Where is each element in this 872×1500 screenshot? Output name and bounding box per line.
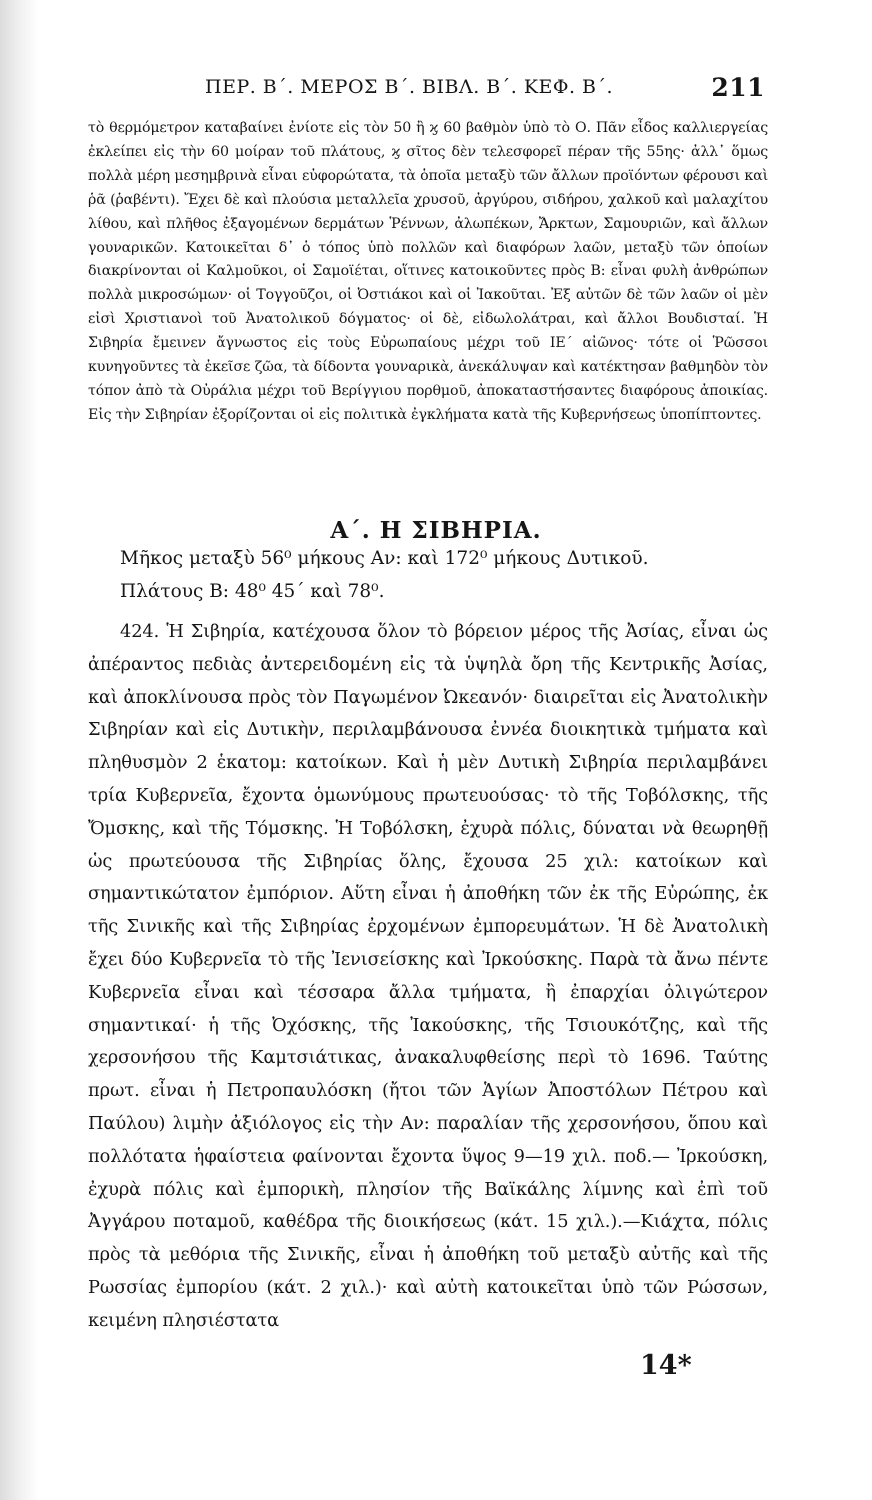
intro-paragraph: τὸ θερμόμετρον καταβαίνει ἐνίοτε εἰς τὸν 50 ἢ ϗ 60 βαθμὸν ὑπὸ τὸ Ο. Πᾶν εἶδος καλλιεργείας ἐκλείπει εἰς τὴν 60 μοίραν τοῦ πλάτους, ϗ σῖτος δὲν τελεσφορεῖ πέραν τῆς 55ης· ἀλλ᾽ ὅμως πολλὰ μέρη μεσημβρινὰ εἶναι εὐφορώτατα, τὰ ὁποῖα μεταξὺ τῶν ἄλλων προϊόντων φέρουσι καὶ ῥᾶ (ῥαβέντι). Ἔχει δὲ καὶ πλούσια μεταλλεῖα χρυσοῦ, ἀργύρου, σιδήρου, χαλκοῦ καὶ μαλαχίτου λίθου, καὶ πλῆθος ἐξαγομένων δερμάτων Ῥέννων, ἀλωπέκων, Ἄρκτων, Σαμουριῶν, καὶ ἄλλων γουναρικῶν. Κατοικεῖται δ᾽ ὁ τόπος ὑπὸ πολλῶν καὶ διαφόρων λαῶν, μεταξὺ τῶν ὁποίων διακρίνονται οἱ Καλμοῦκοι, οἱ Σαμοϊέται, οἵτινες κατοικοῦντες πρὸς Β: εἶναι φυλὴ ἀνθρώπων πολλὰ μικροσώμων· οἱ Τογγοῦζοι, οἱ Ὀστιάκοι καὶ οἱ Ἰακοῦται. Ἐξ αὐτῶν δὲ τῶν λαῶν οἱ μὲν εἰσὶ Χριστιανοὶ τοῦ Ἀνατολικοῦ δόγματος· οἱ δὲ, εἰδωλολάτραι, καὶ ἄλλοι Βουδισταί. Ἡ Σιβηρία ἔμεινεν ἄγνωστος εἰς τοὺς Εὐρωπαίους μέχρι τοῦ ΙΕ΄ αἰῶνος· τότε οἱ Ῥῶσσοι κυνηγοῦντες τὰ ἐκεῖσε ζῶα, τὰ δίδοντα γουναρικὰ, ἀνεκάλυψαν καὶ κατέκτησαν βαθμηδὸν τὸν τόπον ἀπὸ τὰ Οὐράλια μέχρι τοῦ Βερίγγιου πορθμοῦ, ἀποκαταστήσαντες διαφόρους ἀποικίας. Εἰς τὴν Σιβηρίαν ἐξορίζονται οἱ εἰς πολιτικὰ ἐγκλήματα κατὰ τῆς Κυβερνήσεως ὑποπίπτοντες.: [88, 120, 768, 423]
paragraph-number: 424.: [120, 621, 160, 642]
page-number: 211: [711, 73, 765, 102]
running-title: ΠΕΡ. Β΄. ΜΕΡΟΣ Β΄. ΒΙΒΛ. Β΄. ΚΕΦ. Β΄.: [205, 76, 614, 98]
main-paragraph: [88, 616, 768, 1338]
latitude-line: Πλάτους Β: 48⁰ 45΄ καὶ 78⁰.: [120, 581, 385, 602]
signature-mark: 14*: [640, 1350, 692, 1381]
section-title: Α΄. Η ΣΙΒΗΡΙΑ.: [330, 517, 542, 544]
longitude-line: Μῆκος μεταξὺ 56⁰ μήκους Αν: καὶ 172⁰ μήκους Δυτικοῦ.: [120, 548, 649, 569]
page-binding-edge: [0, 0, 38, 1500]
intro-paragraph-block: [88, 117, 768, 428]
main-paragraph-block: [88, 616, 768, 1338]
running-header: [205, 73, 765, 104]
main-paragraph-text: Ἡ Σιβηρία, κατέχουσα ὅλον τὸ βόρειον μέρος τῆς Ἀσίας, εἶναι ὡς ἀπέραντος πεδιὰς ἀντερειδομένη εἰς τὰ ὑψηλὰ ὄρη τῆς Κεντρικῆς Ἀσίας, καὶ ἀποκλίνουσα πρὸς τὸν Παγωμένον Ὠκεανόν· διαιρεῖται εἰς Ἀνατολικὴν Σιβηρίαν καὶ εἰς Δυτικὴν, περιλαμβάνουσα ἐννέα διοικητικὰ τμήματα καὶ πληθυσμὸν 2 ἑκατομ: κατοίκων. Καὶ ἡ μὲν Δυτικὴ Σιβηρία περιλαμβάνει τρία Κυβερνεῖα, ἔχοντα ὁμωνύμους πρωτευούσας· τὸ τῆς Τοβόλσκης, τῆς Ὄμσκης, καὶ τῆς Τόμσκης. Ἡ Τοβόλσκη, ἐχυρὰ πόλις, δύναται νὰ θεωρηθῇ ὡς πρωτεύουσα τῆς Σιβηρίας ὅλης, ἔχουσα 25 χιλ: κατοίκων καὶ σημαντικώτατον ἐμπόριον. Αὕτη εἶναι ἡ ἀποθήκη τῶν ἐκ τῆς Εὐρώπης, ἐκ τῆς Σινικῆς καὶ τῆς Σιβηρίας ἐρχομένων ἐμπορευμάτων. Ἡ δὲ Ἀνατολικὴ ἔχει δύο Κυβερνεῖα τὸ τῆς Ἰενισείσκης καὶ Ἰρκούσκης. Παρὰ τὰ ἄνω πέντε Κυβερνεῖα εἶναι καὶ τέσσαρα ἄλλα τμήματα, ἢ ἐπαρχίαι ὀλιγώτερον σημαντικαί· ἡ τῆς Ὀχόσκης, τῆς Ἰακούσκης, τῆς Τσιουκότζης, καὶ τῆς χερσονήσου τῆς Καμτσιάτικας, ἀνακαλυφθείσης περὶ τὸ 1696. Ταύτης πρωτ. εἶναι ἡ Πετροπαυλόσκη (ἤτοι τῶν Ἁγίων Ἀποστόλων Πέτρου καὶ Παύλου) λιμὴν ἀξιόλογος εἰς τὴν Αν: παραλίαν τῆς χερσονήσου, ὅπου καὶ πολλότατα ἡφαίστεια φαίνονται ἔχοντα ὕψος 9—19 χιλ. ποδ.— Ἰρκούσκη, ἐχυρὰ πόλις καὶ ἐμπορικὴ, πλησίον τῆς Βαϊκάλης λίμνης καὶ ἐπὶ τοῦ Ἀγγάρου ποταμοῦ, καθέδρα τῆς διοικήσεως (κάτ. 15 χιλ.).—Κιάχτα, πόλις πρὸς τὰ μεθόρια τῆς Σινικῆς, εἶναι ἡ ἀποθήκη τοῦ μεταξὺ αὐτῆς καὶ τῆς Ρωσσίας ἐμπορίου (κάτ. 2 χιλ.)· καὶ αὐτὴ κατοικεῖται ὑπὸ τῶν Ρώσσων, κειμένη πλησιέστατα: [88, 621, 768, 1331]
